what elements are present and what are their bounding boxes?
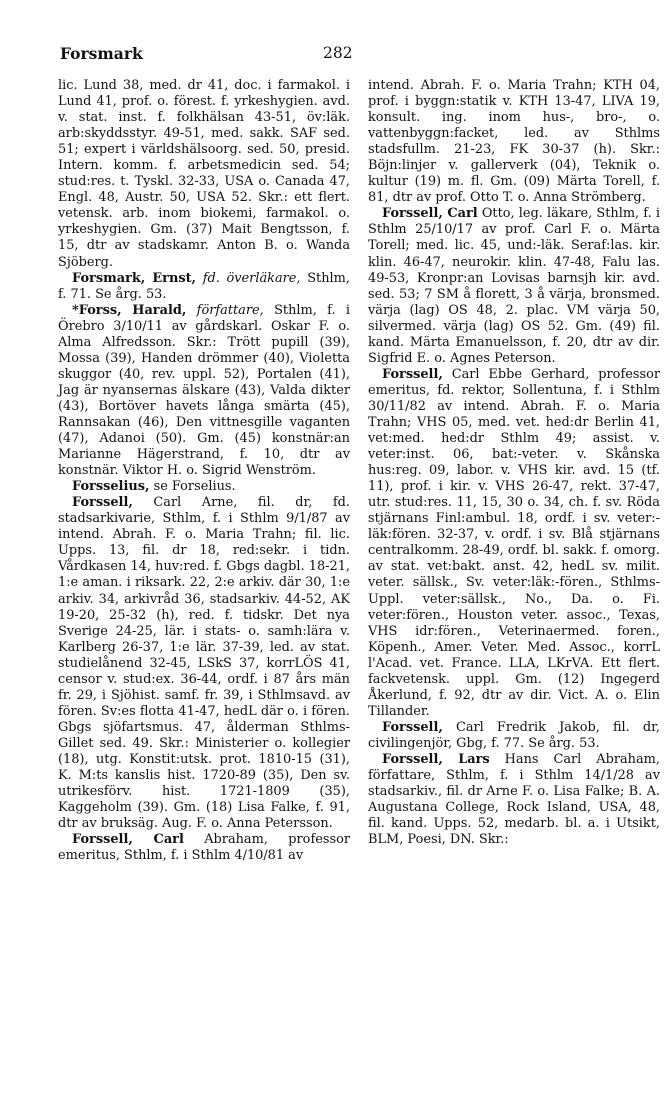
entry-text: Sthlm, f. 71. Se årg. 53. xyxy=(58,270,350,302)
entry-headword: *Forss, Harald, xyxy=(72,302,187,318)
entry-headword: Forssell, xyxy=(382,366,443,382)
left-column xyxy=(58,78,350,864)
entry-headword: Forsselius, xyxy=(72,479,150,495)
entry xyxy=(58,479,350,495)
entry xyxy=(368,367,660,720)
page-header xyxy=(60,44,656,66)
entry-headword: Forsmark, Ernst, xyxy=(72,270,197,286)
entry-text: Carl Arne, fil. dr, fd. stadsarkivarie, Sthlm, f. i Sthlm 9/1/87 av intend. Abrah. F. o. Maria Trahn; fil. lic. Upps. 13, fil. dr 18, red:sekr. i tidn. Vårdkasen 14, huv:red. f. Gbgs dagbl. 18-21, 1:e aman. i riksark. 22, 2:e arkiv. där 30, 1:e arkiv. 34, arkivråd 36, stadsarkiv. 44-52, AK 19-20, 25-32 (h), red. f. tidskr. Det nya Sverige 24-25, lär. i stats- o. samh:lära v. Karlberg 26-37, 1:e lär. 37-39, led. av stat. studielånend 32-45, LSkS 37, korrLÖS 41, censor v. stud:ex. 36-44, ordf. i 87 års män fr. 29, i Sjöhist. samf. fr. 39, i Sthlmsavd. av fören. Sv:es flotta 41-47, hedL där o. i fören. Gbgs sjöfartsmus. 47, ålderman Sthlms-Gillet sed. 49. Skr.: Ministerier o. kollegier (18), utg. Konstit:utsk. prot. 1810-15 (31), K. M:ts kanslis hist. 1720-89 (35), Den sv. utrikesförv. hist. 1721-1809 (35), Kaggeholm (39). Gm. (18) Lisa Falke, f. 91, dtr av bruksäg. Aug. F. o. Anna Petersson. xyxy=(58,495,350,832)
entry-headword: Forssell, xyxy=(382,719,443,735)
entry-text: Sthlm, f. i Örebro 3/10/11 av gårdskarl. Oskar F. o. Alma Alfredsson. Skr.: Trött pupill (39), Mossa (39), Handen drömmer (40), Violetta skuggor (40, rev. uppl. 52), Portalen (41), Jag är nyansernas älskare (43), Valda dikter (43), Bortöver havets långa smärta (45), Rannsakan (46), Den vittnesgille vaganten (47), Adanoi (50). Gm. (45) konstnär:an Marianne Hägerstrand, f. 10, dtr av konstnär. Viktor H. o. Sigrid Wenström. xyxy=(58,302,350,479)
entry-headword: Forssell, Carl xyxy=(72,832,184,848)
entry xyxy=(58,271,350,303)
entry xyxy=(58,303,350,480)
entry-role: fd. överläkare, xyxy=(202,270,301,286)
entry-text: Hans Carl Abraham, författare, Sthlm, f. i Sthlm 14/1/28 av stadsarkiv., fil. dr Arne F. o. Lisa Falke; B. A. Augustana College, Rock Island, USA, 48, fil. kand. Upps. 52, medarb. bl. a. i Utsikt, BLM, Poesi, DN. Skr.: xyxy=(368,751,660,848)
entry-text: Abraham, professor emeritus, Sthlm, f. i Sthlm 4/10/81 av xyxy=(58,832,351,864)
entry-text: se Forselius. xyxy=(153,479,236,495)
entry: lic. Lund 38, med. dr 41, doc. i farmakol. i Lund 41, prof. o. förest. f. yrkeshygien. avd. v. stat. inst. f. folkhälsan 43-51, öv:läk. arb:skyddsstyr. 49-51, med. sakk. SAF sed. 51; expert i världshälsoorg. sed. 50, presid. Intern. komm. f. arbetsmedicin sed. 54; stud:res. t. Tyskl. 32-33, USA o. Canada 47, Engl. 48, Austr. 50, USA 52. Skr.: ett flert. vetensk. arb. inom biokemi, farmakol. o. yrkeshygien. Gm. (37) Mait Bengtsson, f. 15, dtr av stadskamr. Anton B. o. Wanda Sjöberg. xyxy=(58,78,350,270)
entry-text: Otto, leg. läkare, Sthlm, f. i Sthlm 25/10/17 av prof. Carl F. o. Märta Torell; med. lic. 45, und:-läk. Seraf:las. kir. klin. 46-47, neurokir. klin. 47-48, Falu las. 49-53, Kronpr:an Lovisas barnsjh kir. avd. sed. 53; 7 SM å florett, 3 å värja, bronsmed. värja (lag) OS 48, 2. plac. VM värja 50, silvermed. värja (lag) OS 52. Gm. (49) fil. kand. Märta Emanuelsson, f. 20, dtr av dir. Sigfrid E. o. Agnes Peterson. xyxy=(368,206,660,366)
running-head: Forsmark xyxy=(60,44,143,63)
entry-text: Carl Ebbe Gerhard, professor emeritus, fd. rektor, Sollentuna, f. i Sthlm 30/11/82 av intend. Abrah. F. o. Maria Trahn; VHS 05, med. vet. hed:dr Berlin 41, vet:med. hed:dr Sthlm 49; assist. v. veter:inst. 06, bat:-veter. v. Skånska hus:reg. 09, labor. v. VHS kir. avd. 15 (tf. 11), prof. i kir. v. VHS 26-47, rekt. 37-47, utr. stud:res. 11, 15, 30 o. 34, ch. f. sv. Röda stjärnans Finl:ambul. 18, ordf. i sv. veter:-läk:fören. 32-37, v. ordf. i sv. Blå stjärnans centralkomm. 28-49, ordf. bl. sakk. f. omorg. av stat. vet:bakt. anst. 42, hedL sv. milit. veter. sällsk., Sv. veter:läk:-fören., Sthlms-Uppl. veter:sällsk., No., Da. o. Fi. veter:fören., Houston veter. assoc., Texas, VHS idr:fören., Veterinaermed. foren., Köpenh., Amer. Veter. Med. Assoc., korrL l'Acad. vet. France. LLA, LKrVA. Ett flert. fackvetensk. uppl. Gm. (12) Ingegerd Åkerlund, f. 92, dtr av dir. Vict. A. o. Elin Tillander. xyxy=(368,366,661,719)
entry-headword: Forssell, Carl xyxy=(382,206,478,222)
right-column xyxy=(368,78,660,848)
entry: intend. Abrah. F. o. Maria Trahn; KTH 04, prof. i byggn:statik v. KTH 13-47, LIVA 19, konsult. ing. inom hus-, bro-, o. vattenbyggn:facket, led. av Sthlms stadsfullm. 21-23, FK 30-37 (h). Skr.: Böjn:linjer v. gallerverk (04), Teknik o. kultur (19) m. fl. Gm. (09) Märta Torell, f. 81, dtr av prof. Otto T. o. Anna Strömberg. xyxy=(368,78,660,206)
page-number: 282 xyxy=(323,44,353,62)
entry-headword: Forssell, xyxy=(72,495,133,511)
entry xyxy=(58,832,350,864)
entry xyxy=(368,720,660,752)
entry xyxy=(368,206,660,366)
entry xyxy=(368,752,660,848)
entry-headword: Forssell, Lars xyxy=(382,751,490,767)
entry-text: Carl Fredrik Jakob, fil. dr, civilingenjör, Gbg, f. 77. Se årg. 53. xyxy=(368,719,660,751)
entry xyxy=(58,495,350,832)
entry-role: författare, xyxy=(196,302,264,318)
